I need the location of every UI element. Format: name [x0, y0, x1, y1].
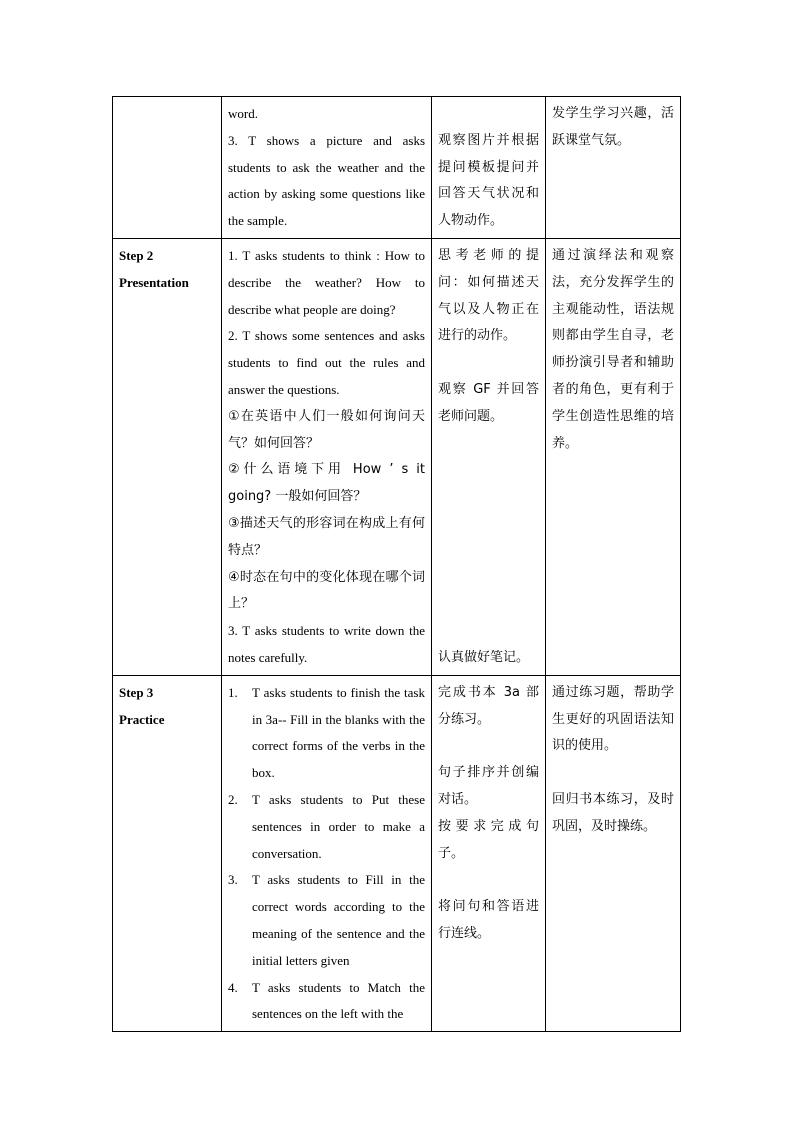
table-row	[113, 97, 681, 239]
purpose-text: 通过演绎法和观察法，充分发挥学生的主观能动性，语法规则都由学生自寻，老师扮演引导者和辅助者的角色，更有利于学生创造性思维的培养。	[552, 247, 674, 451]
step-number: Step 2	[119, 247, 154, 263]
purpose-text: 通过练习题，帮助学生更好的巩固语法知识的使用。	[552, 684, 674, 754]
purpose-cell	[546, 97, 681, 239]
student-text: 句子排序并创编对话。	[438, 765, 539, 807]
teacher-text: 3. T shows a picture and asks students to ask the weather and the action by asking some questions like the sample.	[228, 132, 425, 229]
student-text: 将问句和答语进行连线。	[438, 899, 539, 941]
step-cell	[113, 97, 222, 239]
list-item	[228, 867, 425, 974]
teacher-text: word.	[228, 106, 258, 121]
teacher-text: 3. T asks students to write down the notes carefully.	[228, 623, 425, 665]
teacher-activity-cell	[222, 97, 432, 239]
table-row	[113, 238, 681, 675]
item-text: T asks students to Fill in the correct words according to the meaning of the sentence and the initial letters given	[252, 872, 425, 968]
student-text: 观察 GF 并回答老师问题。	[438, 381, 539, 424]
teacher-activity-cell	[222, 675, 432, 1031]
teacher-activity-cell	[222, 238, 432, 675]
item-number: 3.	[228, 872, 238, 888]
student-text: 思考老师的提问：如何描述天气以及人物正在进行的动作。	[438, 247, 539, 344]
step-number: Step 3	[119, 684, 154, 700]
student-text: 观察图片并根据提问模板提问并回答天气状况和人物动作。	[438, 132, 539, 229]
item-text: T asks students to Put these sentences in order to make a conversation.	[252, 791, 425, 861]
lesson-plan-table	[112, 96, 681, 1032]
question-text: ②什么语境下用 How ’ s it going? 一般如何回答？	[228, 462, 425, 505]
step-cell	[113, 238, 222, 675]
question-text: ③描述天气的形容词在构成上有何特点？	[228, 515, 425, 558]
list-item	[228, 787, 425, 867]
teacher-text: 2. T shows some sentences and asks students to find out the rules and answer the questions.	[228, 328, 425, 397]
student-activity-cell	[432, 97, 546, 239]
question-text: ①在英语中人们一般如何询问天气？如何回答？	[228, 408, 425, 451]
item-text: T asks students to finish the task in 3a-- Fill in the blanks with the correct forms of the verbs in the box.	[252, 684, 425, 781]
purpose-text: 发学生学习兴趣，活跃课堂气氛。	[552, 106, 674, 148]
student-activity-cell	[432, 675, 546, 1031]
table-row	[113, 675, 681, 1031]
step-title: Presentation	[119, 274, 189, 290]
question-text: ④时态在句中的变化体现在哪个词上？	[228, 569, 425, 612]
student-text: 完成书本 3a 部分练习。	[438, 684, 539, 727]
student-text: 按要求完成句子。	[438, 818, 539, 861]
step-cell	[113, 675, 222, 1031]
student-activity-cell	[432, 238, 546, 675]
teacher-text: 1. T asks students to think : How to describe the weather? How to describe what people are doing?	[228, 247, 425, 317]
item-number: 2.	[228, 791, 238, 807]
purpose-cell	[546, 675, 681, 1031]
item-number: 4.	[228, 979, 238, 995]
list-item	[228, 680, 425, 787]
step-title: Practice	[119, 711, 165, 727]
purpose-cell	[546, 238, 681, 675]
item-number: 1.	[228, 684, 238, 700]
student-text: 认真做好笔记。	[438, 649, 530, 665]
item-text: T asks students to Match the sentences on the left with the	[252, 979, 425, 1022]
list-item	[228, 975, 425, 1029]
purpose-text: 回归书本练习，及时巩固，及时操练。	[552, 791, 674, 834]
